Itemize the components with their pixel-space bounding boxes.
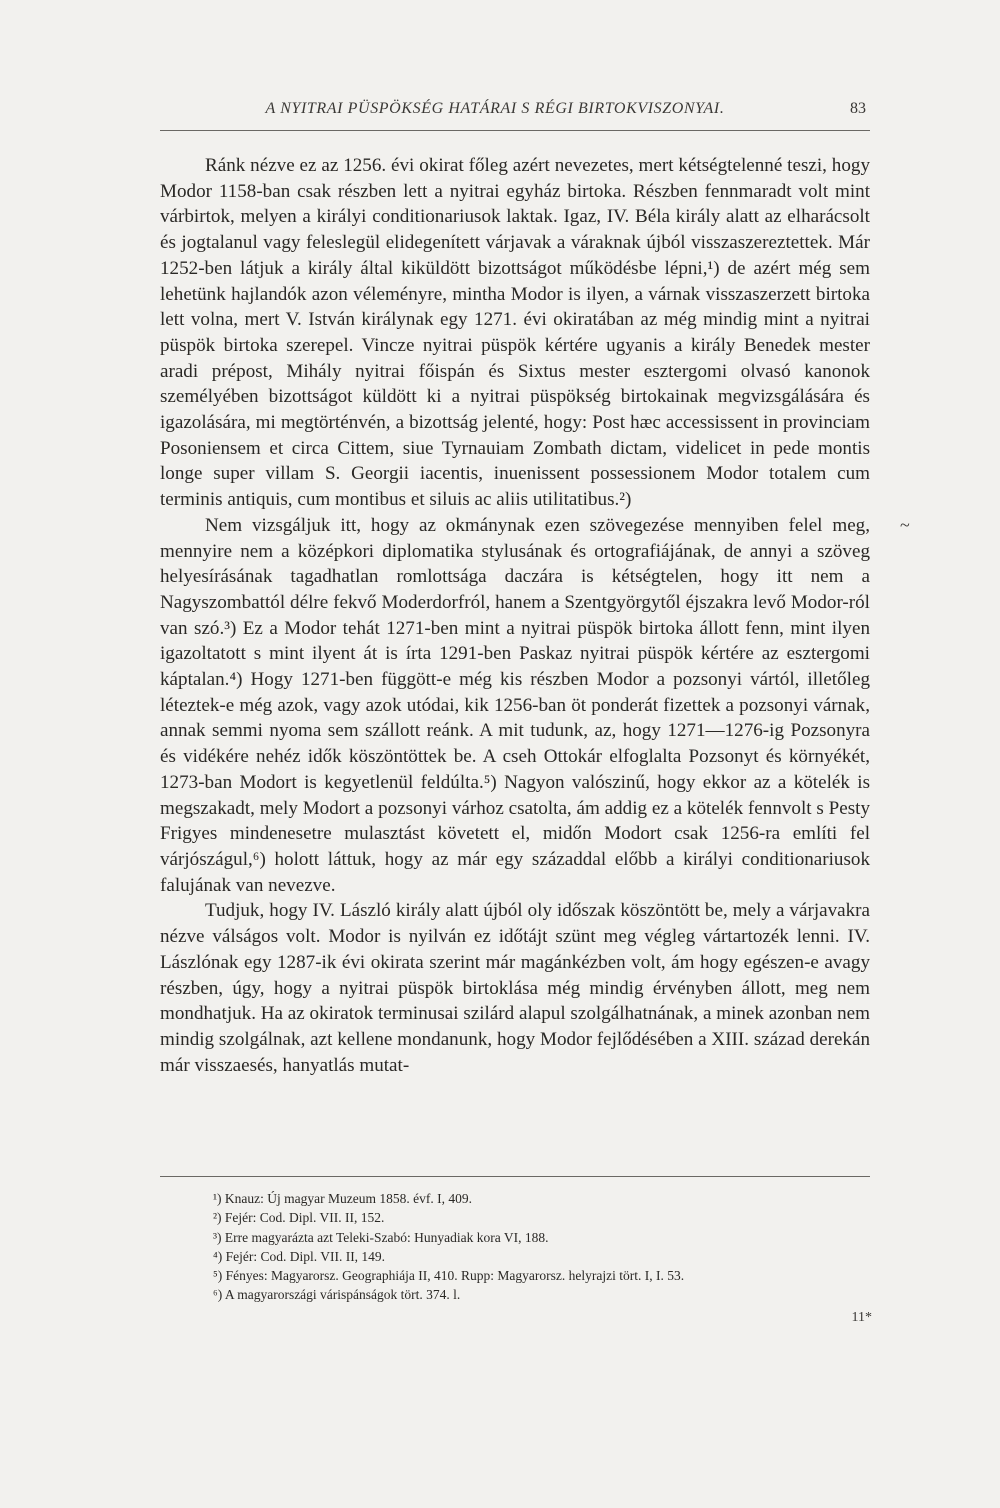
- header-rule: [160, 130, 870, 131]
- footnotes: [213, 1189, 853, 1305]
- body-text: [160, 153, 870, 1078]
- margin-mark: ~: [900, 515, 910, 535]
- footnote-1: ¹) Knauz: Új magyar Muzeum 1858. évf. I, 409.: [213, 1191, 472, 1206]
- sheet-signature: 11*: [851, 1310, 872, 1325]
- running-head: A NYITRAI PÜSPÖKSÉG HATÁRAI S RÉGI BIRTOKVISZONYAI.: [265, 100, 725, 117]
- page-number: 83: [850, 100, 866, 117]
- paragraph-3: Tudjuk, hogy IV. László király alatt újból oly időszak köszöntött be, mely a várjavakra nézve válságos volt. Modor is nyilván ez időtájt szünt meg végleg vártartozék lenni. IV. Lászlónak egy 1287-ik évi okirata szerint már magánkézben volt, ám hogy egészen-e avagy részben, úgy, hogy a nyitrai püspök birtoklása még mindig érvényben állott, meg nem mondhatjuk. Ha az okiratok terminusai szilárd alapul szolgálhatnának, a minek azonban nem mindig szolgálnak, azt kellene mondanunk, hogy Modor fejlődésében a XIII. század derekán már visszaesés, hanyatlás mutat-: [160, 900, 870, 1076]
- footnote-rule: [160, 1176, 870, 1177]
- footnote-2: ²) Fejér: Cod. Dipl. VII. II, 152.: [213, 1210, 385, 1226]
- page-header: [160, 100, 870, 132]
- footnote-5: ⁵) Fényes: Magyarorsz. Geographiája II, 410. Rupp: Magyarorsz. helyrajzi tört. I, I. 53.: [213, 1268, 685, 1284]
- paragraph-2: Nem vizsgáljuk itt, hogy az okmánynak ezen szövegezése mennyiben felel meg, mennyire nem a középkori diplomatika stylusának és ortografiájának, de annyi a szöveg helyesírásának tagadhatlan romlottsága daczára is kétségtelen, hogy itt nem a Nagyszombattól délre fekvő Moderdorfról, hanem a Szentgyörgytől éjszakra levő Modor-ról van szó.³) Ez a Modor tehát 1271-ben mint a nyitrai püspök birtoka állott fenn, mint ilyen igazoltatott s mint ilyent át is írta 1291-ben Paskaz nyitrai püspök kértére az esztergomi káptalan.⁴) Hogy 1271-ben függött-e még kis részben Modor a pozsonyi vártól, illetőleg léteztek-e még azok, vagy azok utódai, kik 1256-ban öt ponderát fizettek a pozsonyi várnak, annak semmi nyoma sem szállott reánk. A mit tudunk, az, hogy 1271—1276-ig Pozsonyra és vidékére nehéz idők köszöntöttek be. A cseh Ottokár elfoglalta Pozsonyt és környékét, 1273-ban Modort is kegyetlenül feldúlta.⁵) Nagyon valószinű, hogy ekkor az a kötelék is megszakadt, mely Modort a pozsonyi várhoz csatolta, ám addig ez a kötelék fennvolt s Pesty Frigyes mindenesetre mulasztást követett el, midőn Modort csak 1256-ra említi fel várjószágul,⁶) holott láttuk, hogy az már egy századdal előbb a királyi conditionariusok falujának van nevezve.: [160, 514, 870, 896]
- footnote-4: ⁴) Fejér: Cod. Dipl. VII. II, 149.: [213, 1248, 386, 1264]
- paragraph-1: Ránk nézve ez az 1256. évi okirat főleg azért nevezetes, mert kétségtelenné teszi, hogy Modor 1158-ban csak részben lett a nyitrai egyház birtoka. Részben fennmaradt volt mint várbirtok, melyen a királyi conditionariusok laktak. Igaz, IV. Béla király alatt az elharácsolt és jogtalanul vagy feleslegül elidegenített várjavak a váraknak újból visszaszereztettek. Már 1252-ben látjuk a király által kiküldött bizottságot működésbe lépni,¹) de azért még sem lehetünk hajlandók azon véleményre, mintha Modor is ilyen, a várnak visszaszerzett birtoka lett volna, mert V. István királynak egy 1271. évi okiratában az még mindig mint a nyitrai püspök birtoka szerepel. Vincze nyitrai püspök kértére ugyanis a király Benedek mester aradi prépost, Mihály nyitrai főispán és Sixtus mester esztergomi olvasó kanonok személyében bizottságot küldött ki a nyitrai püspökség birtokainak megvizsgálására és igazolására, mi megtörténvén, a bizottság jelenté, hogy: Post hæc accessissent in provinciam Posoniensem et circa Cittem, siue Tyrnauiam Zombath dictam, videlicet in pede montis longe super villam S. Georgii iacentis, inuenissent possessionem Modor totalem cum terminis antiquis, cum montibus et siluis ac aliis utilitatibus.²): [160, 155, 870, 511]
- footnote-6: ⁶) A magyarországi várispánságok tört. 374. l.: [213, 1287, 461, 1303]
- footnote-3: ³) Erre magyarázta azt Teleki-Szabó: Hunyadiak kora VI, 188.: [213, 1229, 549, 1245]
